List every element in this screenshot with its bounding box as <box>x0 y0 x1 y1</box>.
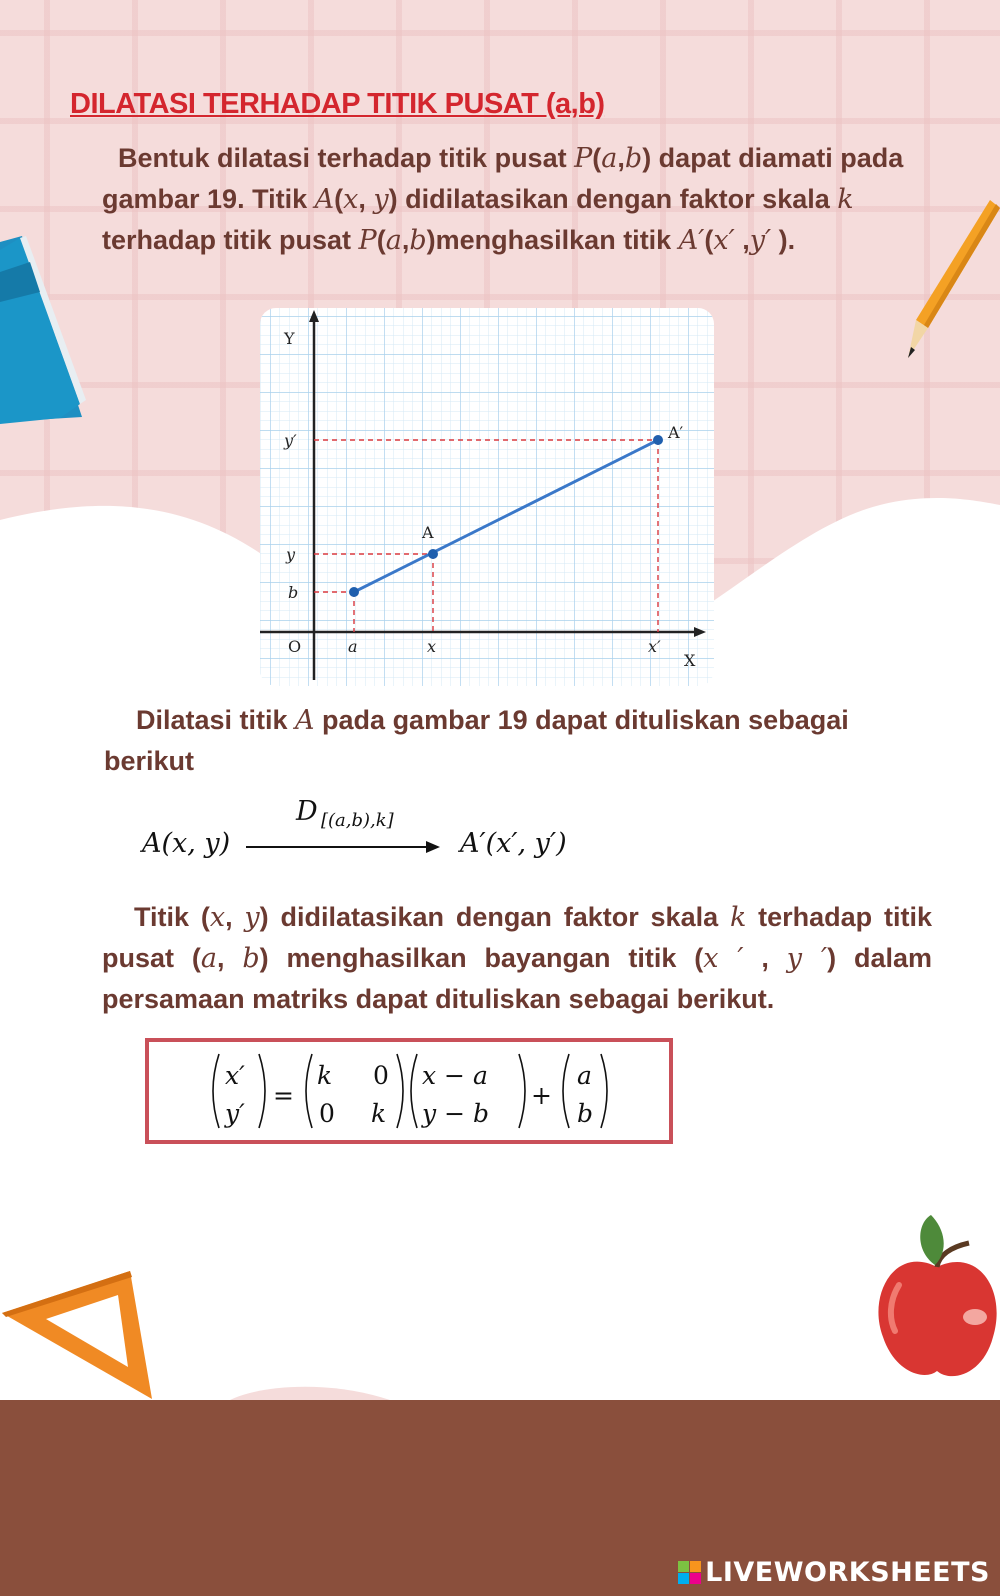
point-p <box>349 587 359 597</box>
origin-label: O <box>288 637 302 656</box>
mapping-intro: Dilatasi titik A pada gambar 19 dapat dituliskan sebagai berikut <box>104 705 849 776</box>
tick-a: a <box>348 637 358 656</box>
matrix-k-1: k <box>317 1061 333 1090</box>
tick-y: y <box>286 545 296 564</box>
lhs-y-prime: y′ <box>225 1099 245 1128</box>
dilation-formula <box>145 1038 673 1144</box>
matrix-k-2: k <box>371 1099 387 1128</box>
pencil-icon <box>900 200 1000 370</box>
mapping-left: A(x, y) <box>142 828 231 859</box>
intro-paragraph: Bentuk dilatasi terhadap titik pusat P(a,b) dapat diamati pada gambar 19. Titik A(x, y) didilatasikan dengan faktor skala k terhadap titik pusat P(a,b)menghasilkan titik A′(x′ ,y′ ). <box>102 143 904 256</box>
brand-logo <box>678 1557 990 1588</box>
y-axis-label: Y <box>284 329 295 348</box>
footer-band <box>0 1400 1000 1596</box>
dilation-graph <box>260 308 714 686</box>
brand-text: LIVEWORKSHEETS <box>705 1557 990 1588</box>
vector-y-minus-b: y − b <box>422 1099 489 1128</box>
plus-sign: + <box>531 1081 552 1110</box>
tick-b: b <box>288 583 299 602</box>
page-title: DILATASI TERHADAP TITIK PUSAT (a,b) <box>70 88 605 120</box>
mapping-right: A′(x′, y′) <box>460 828 567 859</box>
mapping-arrow <box>246 840 442 854</box>
lhs-x-prime: x′ <box>225 1061 245 1090</box>
matrix-intro: Titik (x, y) didilatasikan dengan faktor skala k terhadap titik pusat (a, b) menghasilkan bayangan titik (x ′ , y ′) dalam persamaan matriks dapat dituliskan sebagai berikut. <box>102 902 932 1014</box>
set-square-icon <box>0 1265 160 1405</box>
tick-y-prime: y′ <box>284 431 297 450</box>
matrix-zero-1: 0 <box>373 1061 389 1090</box>
matrix-zero-2: 0 <box>319 1099 335 1128</box>
x-axis-label: X <box>684 651 696 670</box>
tick-x: x <box>427 637 437 656</box>
mapping-operator-sub: [(a,b),k] <box>321 810 394 831</box>
point-a-prime <box>653 435 663 445</box>
offset-b: b <box>577 1099 594 1128</box>
mapping-operator: D <box>296 796 318 827</box>
brand-mark-icon <box>678 1561 701 1584</box>
vector-x-minus-a: x − a <box>422 1061 488 1090</box>
book-icon <box>0 232 90 432</box>
label-a: A <box>422 523 434 542</box>
apple-icon <box>875 1215 1000 1395</box>
offset-a: a <box>577 1061 592 1090</box>
tick-x-prime: x′ <box>648 637 661 656</box>
label-a-prime: A′ <box>668 423 684 442</box>
equals-sign: = <box>273 1081 294 1110</box>
point-a <box>428 549 438 559</box>
